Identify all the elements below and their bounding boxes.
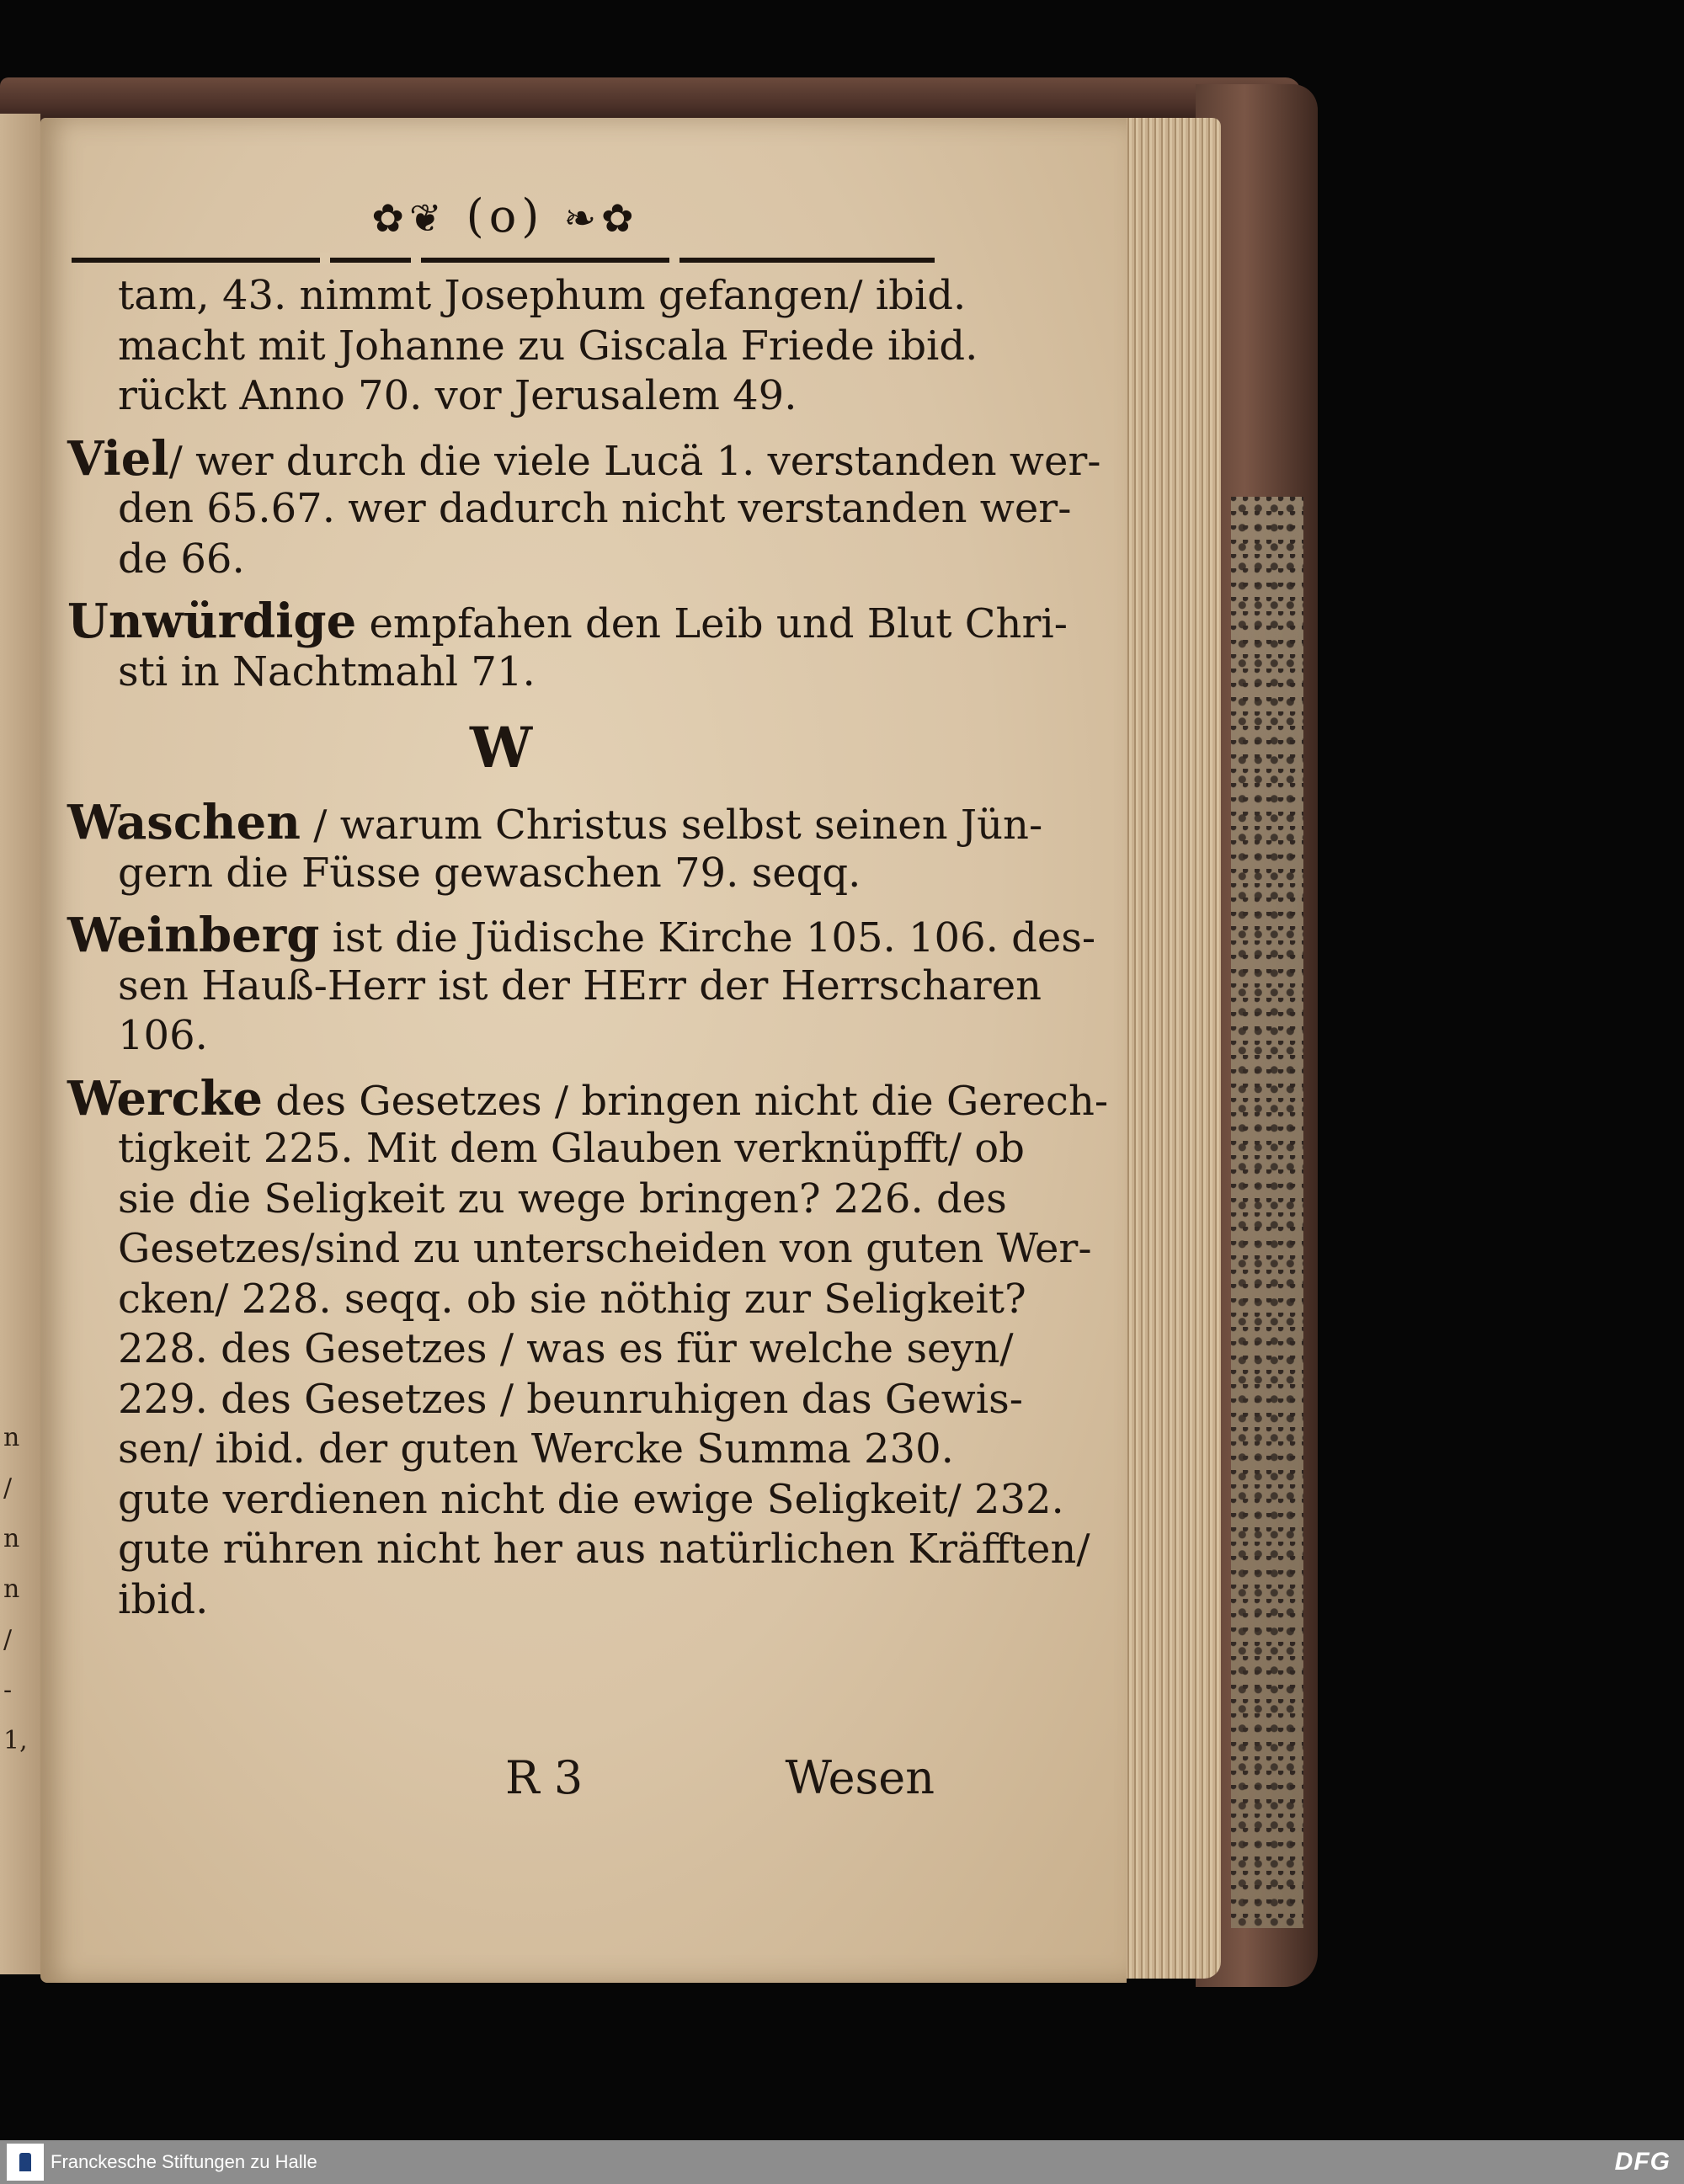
facing-page-fragment: - [3, 1675, 13, 1705]
rule-break [669, 253, 679, 264]
header-rule [72, 258, 935, 263]
catchword: Wesen [785, 1751, 935, 1804]
entry-text: 228. des Gesetzes / was es für welche seyn/ [118, 1325, 1014, 1372]
entry-text: tigkeit 225. Mit dem Glauben verknüpfft/ ob [118, 1125, 1025, 1172]
text-line: macht mit Johanne zu Giscala Friede ibid. [118, 322, 978, 370]
entry-text: / warum Christus selbst seinen Jün- [301, 802, 1043, 849]
index-entry-viel [67, 430, 1101, 585]
entry-text: 229. des Gesetzes / beunruhigen das Gewis- [118, 1375, 1023, 1423]
entry-text: ist die Jüdische Kirche 105. 106. des- [319, 914, 1096, 961]
page-edges [1111, 118, 1221, 1979]
entry-text: des Gesetzes / bringen nicht die Gerech- [262, 1077, 1109, 1125]
entry-text: gern die Füsse gewaschen 79. seqq. [118, 849, 861, 897]
ornament-left-icon: ✿❦ [371, 195, 447, 241]
index-entry-unwuerdige [67, 594, 1068, 697]
text-line: rückt Anno 70. vor Jerusalem 49. [118, 372, 797, 419]
entry-text: den 65.67. wer dadurch nicht verstanden wer- [118, 485, 1072, 532]
entry-text: 106. [118, 1012, 208, 1059]
entry-text: Gesetzes/sind zu unterscheiden von guten Wer- [118, 1225, 1092, 1272]
entry-text: sie die Seligkeit zu wege bringen? 226. des [118, 1175, 1007, 1223]
institution-logo-icon[interactable] [7, 2144, 44, 2181]
index-entry-wercke [67, 1070, 1109, 1626]
rule-break [411, 253, 421, 264]
entry-text: gute verdienen nicht die ewige Seligkeit/ 232. [118, 1475, 1064, 1523]
facing-page-fragment: / [3, 1625, 13, 1654]
index-entry-weinberg [67, 908, 1096, 1062]
entry-lemma: Weinberg [67, 908, 320, 963]
entry-text: sti in Nachtmahl 71. [118, 647, 536, 695]
section-letter: W [469, 715, 533, 780]
facing-page-edge [0, 114, 40, 1974]
index-text [67, 271, 1109, 1625]
rule-break [320, 253, 330, 264]
dfg-logo[interactable]: DFG [1614, 2148, 1671, 2176]
page-number: (o) [466, 189, 545, 242]
facing-page-fragment: n [3, 1524, 20, 1553]
institution-name: Franckesche Stiftungen zu Halle [51, 2151, 317, 2172]
entry-text: empfahen den Leib und Blut Chri- [356, 600, 1068, 647]
entry-text: cken/ 228. seqq. ob sie nöthig zur Seligkeit? [118, 1275, 1026, 1323]
viewer-status-bar [0, 2140, 1684, 2184]
text-line: tam, 43. nimmt Josephum gefangen/ ibid. [118, 272, 967, 319]
entry-text: ibid. [118, 1575, 209, 1623]
facing-page-fragment: / [3, 1473, 13, 1503]
entry-text: sen Hauß-Herr ist der HErr der Herrscharen [118, 961, 1042, 1009]
signature-mark: R 3 [505, 1751, 584, 1804]
entry-lemma: Waschen [67, 795, 301, 850]
entry-lemma: Viel [67, 430, 169, 487]
entry-text: gute rühren nicht her aus natürlichen Kräfften/ [118, 1526, 1090, 1573]
entry-text: / wer durch die viele Lucä 1. verstanden wer- [168, 437, 1101, 485]
facing-page-fragment: n [3, 1574, 20, 1604]
index-entry-waschen [67, 795, 1043, 898]
entry-lemma: Unwürdige [67, 594, 357, 649]
entry-text: de 66. [118, 535, 245, 583]
page-footer [67, 1751, 935, 1810]
book-cover-marbling [1231, 497, 1303, 1928]
ornament-right-icon: ❧✿ [563, 195, 639, 241]
facing-page-fragment: 1, [3, 1726, 28, 1755]
entry-lemma: Wercke [67, 1070, 263, 1127]
facing-page-fragment: n [3, 1423, 20, 1452]
page-header [354, 189, 657, 242]
entry-text: sen/ ibid. der guten Wercke Summa 230. [118, 1425, 954, 1473]
